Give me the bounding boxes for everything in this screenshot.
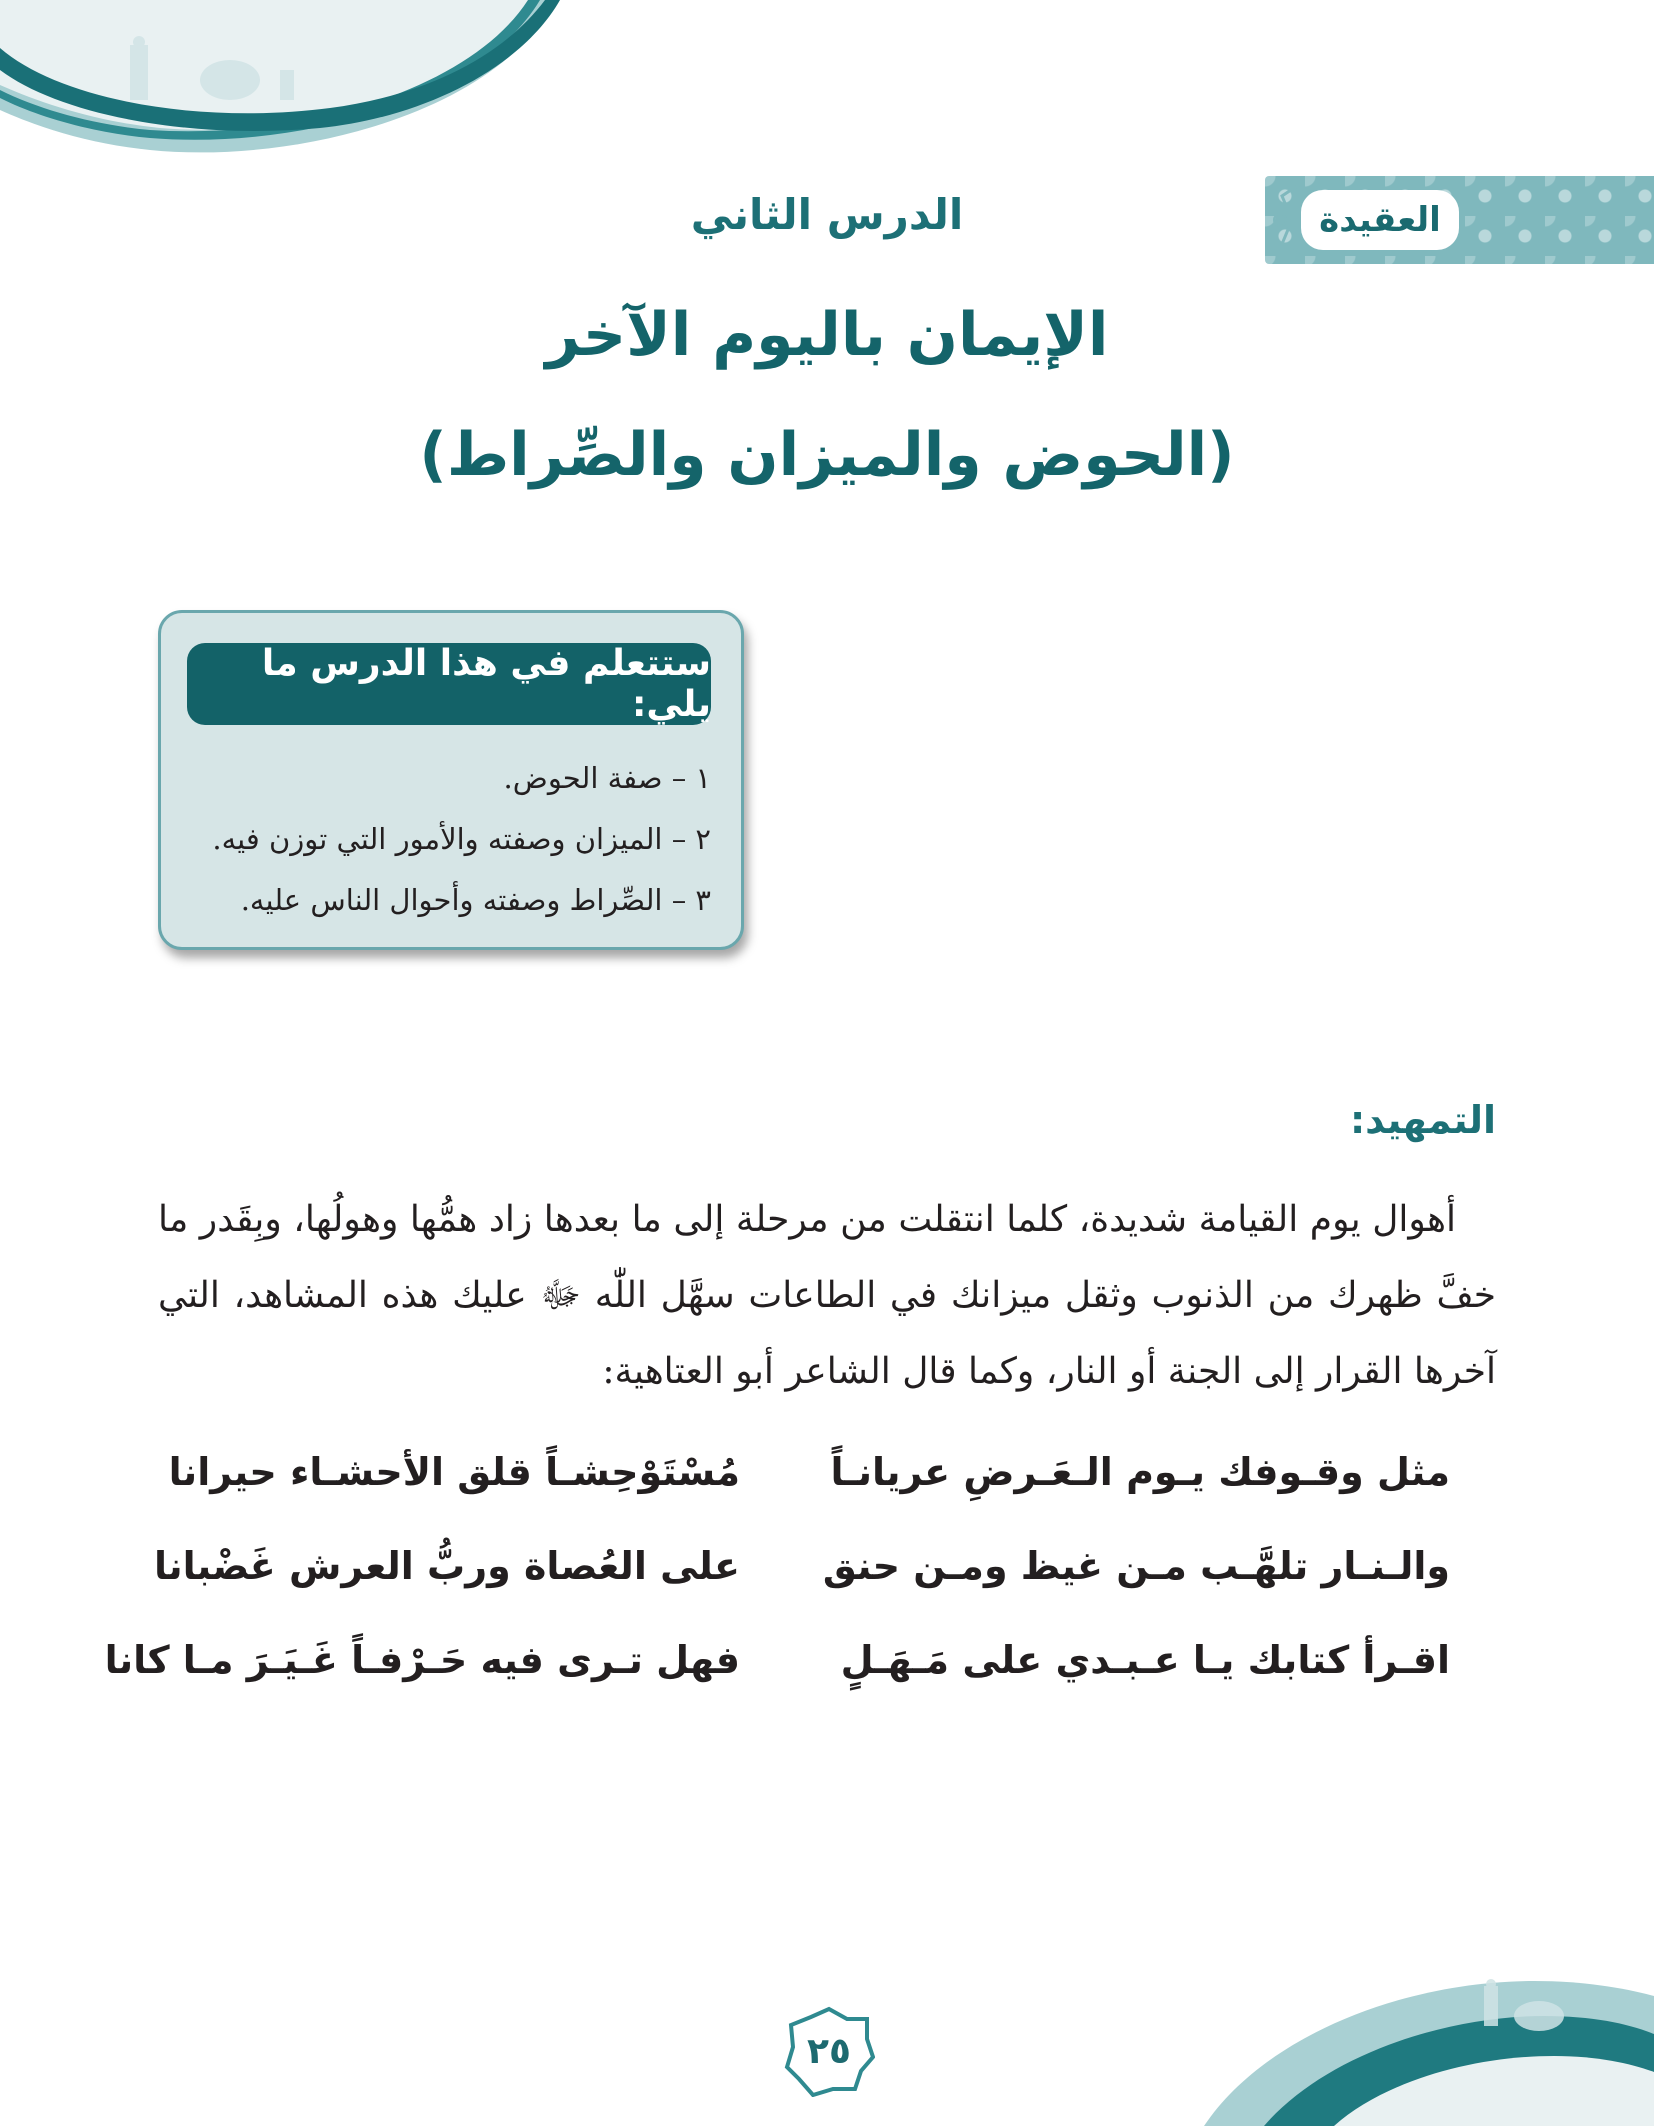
poem-second-hemistich: على العُصاة وربُّ العرش غَضْبانا — [154, 1544, 740, 1588]
poem-second-hemistich: فهل تـرى فيه حَـرْفـاً غَـيَـرَ مـا كانا — [104, 1638, 740, 1682]
bottom-corner-decoration — [1204, 1976, 1654, 2126]
intro-heading: التمهيد: — [1349, 1098, 1496, 1142]
lesson-subtitle: (الحوض والميزان والصِّراط) — [419, 420, 1235, 490]
poem-verse — [154, 1544, 1450, 1638]
subject-label: العقيدة — [1301, 190, 1459, 250]
poem-verse — [104, 1638, 1450, 1732]
poem-second-hemistich: مُسْتَوْحِشـاً قلق الأحشـاء حيرانا — [168, 1450, 740, 1494]
lesson-number: الدرس الثاني — [690, 190, 964, 239]
intro-paragraph: أهوال يوم القيامة شديدة، كلما انتقلت من مرحلة إلى ما بعدها زاد همُّها وهولُها، وبِقَدر ما خفَّ ظهرك من الذنوب وثقل ميزانك في الطاعات سهَّل اللّٰه ﷻ عليك هذه المشاهد، التي آخرها القرار إلى الجنة أو النار، وكما قال الشاعر أبو العتاهية: — [158, 1199, 1496, 1392]
objective-item: ٢ – الميزان وصفته والأمور التي توزن فيه. — [212, 822, 711, 856]
objectives-heading: ستتعلم في هذا الدرس ما يلي: — [187, 643, 711, 725]
objective-item: ٣ – الصِّراط وصفته وأحوال الناس عليه. — [240, 883, 711, 917]
lesson-title: الإيمان باليوم الآخر — [545, 300, 1109, 370]
objectives-box — [158, 610, 744, 950]
poem — [104, 1450, 1450, 1732]
objectives-list — [171, 748, 711, 931]
poem-verse — [168, 1450, 1450, 1544]
top-corner-decoration — [0, 0, 560, 160]
page-number: ٢٥ — [807, 2030, 851, 2072]
poem-first-hemistich: والـنـار تلهَّـب مـن غيظ ومـن حنق — [822, 1544, 1450, 1588]
poem-first-hemistich: مثل وقـوفك يـوم الـعَـرضِ عريانـاً — [830, 1450, 1450, 1494]
objective-item: ١ – صفة الحوض. — [503, 761, 711, 795]
poem-first-hemistich: اقـرأ كتابك يـا عـبـدي على مَـهَـلٍ — [840, 1638, 1450, 1682]
